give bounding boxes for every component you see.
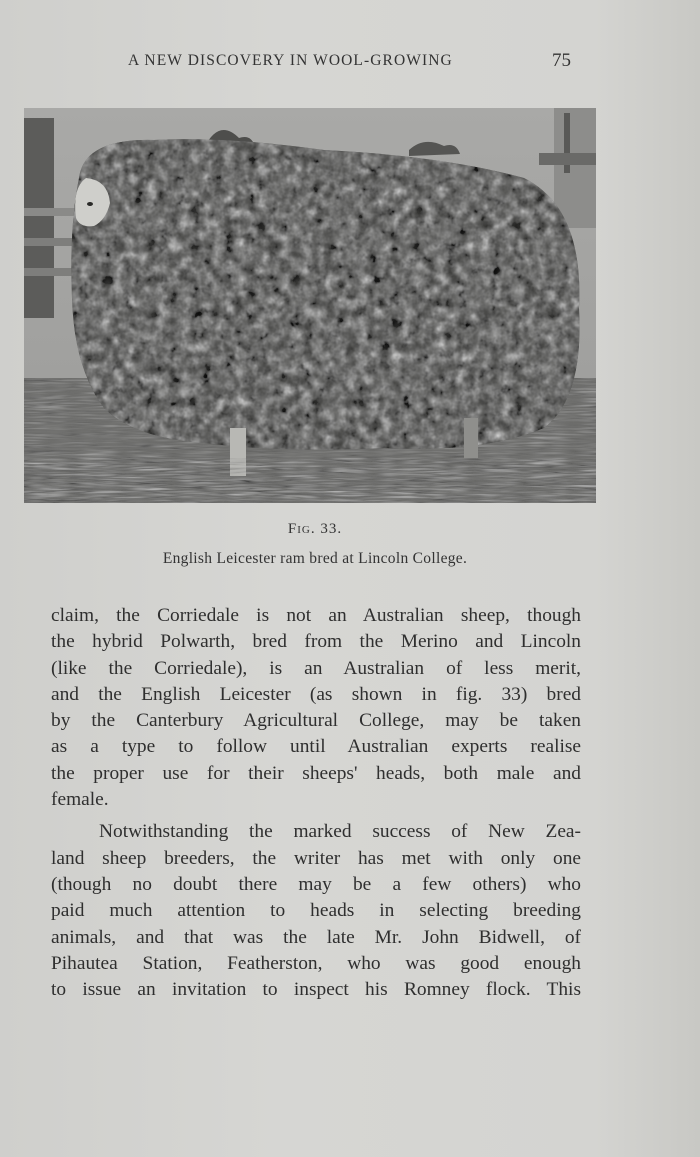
paragraph-1 xyxy=(51,603,581,813)
text-line: female. xyxy=(51,789,109,811)
text-line: Notwithstanding the marked success of New Zea- xyxy=(99,821,581,843)
running-title: A NEW DISCOVERY IN WOOL-GROWING xyxy=(128,52,453,69)
ram-photograph xyxy=(24,108,596,503)
text-line: claim, the Corriedale is not an Australian sheep, though xyxy=(51,605,581,626)
running-head xyxy=(0,50,700,74)
body-text xyxy=(51,603,581,1003)
text-line: Pihautea Station, Featherston, who was good enough xyxy=(51,952,581,974)
text-line: (though no doubt there may be a few others) who xyxy=(51,873,581,895)
figure-caption: English Leicester ram bred at Lincoln College. xyxy=(162,550,468,567)
paragraph-2 xyxy=(51,819,581,1003)
text-line: the proper use for their sheeps' heads, both male and xyxy=(51,762,581,784)
figure-label: Fig. 33. xyxy=(287,521,343,537)
text-line: by the Canterbury Agricultural College, may be taken xyxy=(51,710,581,732)
text-line: the hybrid Polwarth, bred from the Merino and Lincoln xyxy=(51,631,581,653)
text-line: animals, and that was the late Mr. John Bidwell, of xyxy=(51,926,581,948)
text-line: paid much attention to heads in selecting breeding xyxy=(51,900,581,922)
page-number: 75 xyxy=(552,50,571,71)
ram-illustration xyxy=(24,108,596,503)
text-line: (like the Corriedale), is an Australian of less merit, xyxy=(51,657,581,679)
text-line: land sheep breeders, the writer has met with only one xyxy=(51,847,581,869)
text-line: and the English Leicester (as shown in fig. 33) bred xyxy=(51,683,581,705)
text-line: to issue an invitation to inspect his Romney flock. This xyxy=(51,979,581,1001)
text-line: as a type to follow until Australian experts realise xyxy=(51,736,581,758)
